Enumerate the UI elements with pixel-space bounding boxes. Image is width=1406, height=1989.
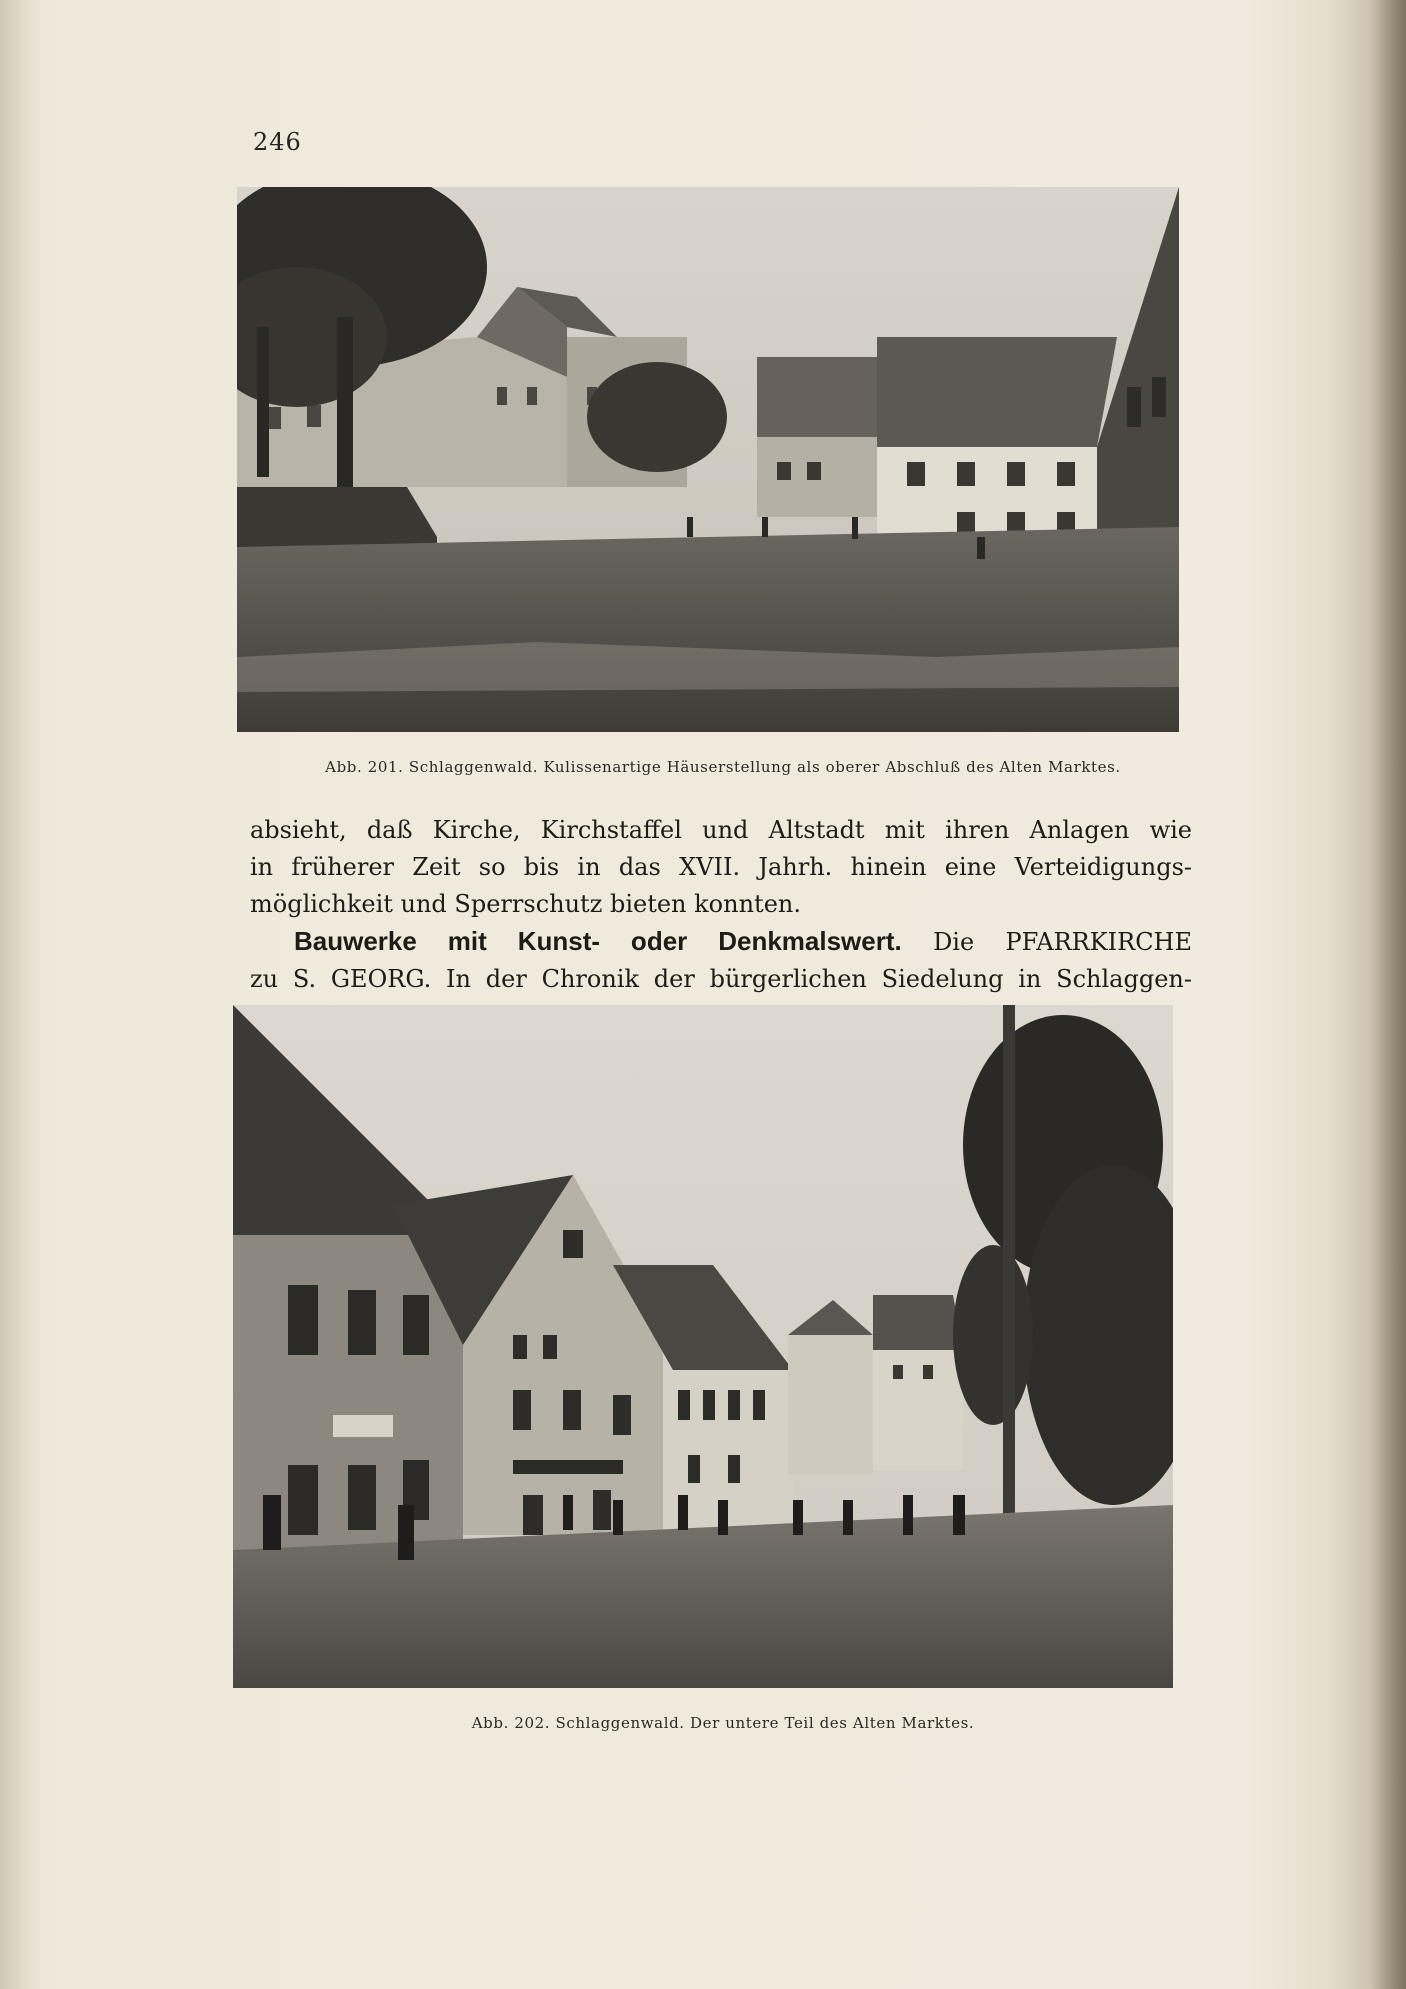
page-gutter: [0, 0, 40, 1989]
body-text: [250, 812, 1192, 998]
text-line: in früherer Zeit so bis in das XVII. Jahrh. hinein eine Verteidigungs-: [250, 853, 1192, 881]
page-number: 246: [253, 128, 302, 156]
figure-201-photo: [237, 187, 1179, 732]
figure-201-caption: Abb. 201. Schlaggenwald. Kulissenartige Häuserstellung als oberer Abschluß des Alten Marktes.: [325, 758, 1121, 776]
text-line: absieht, daß Kirche, Kirchstaffel und Altstadt mit ihren Anlagen wie: [250, 816, 1192, 844]
section-heading-line: [250, 923, 1192, 961]
text-line: zu S. GEORG. In der Chronik der bürgerlichen Siedelung in Schlaggen-: [250, 965, 1192, 993]
text-line: möglichkeit und Sperrschutz bieten konnten.: [250, 890, 801, 918]
page-edge-shadow: [1370, 0, 1406, 1989]
section-heading: Bauwerke mit Kunst- oder Denkmalswert.: [294, 926, 902, 956]
figure-202-caption: Abb. 202. Schlaggenwald. Der untere Teil des Alten Marktes.: [471, 1714, 975, 1732]
text-run: Die PFARRKIRCHE: [901, 928, 1192, 956]
figure-202-photo: [233, 1005, 1173, 1688]
